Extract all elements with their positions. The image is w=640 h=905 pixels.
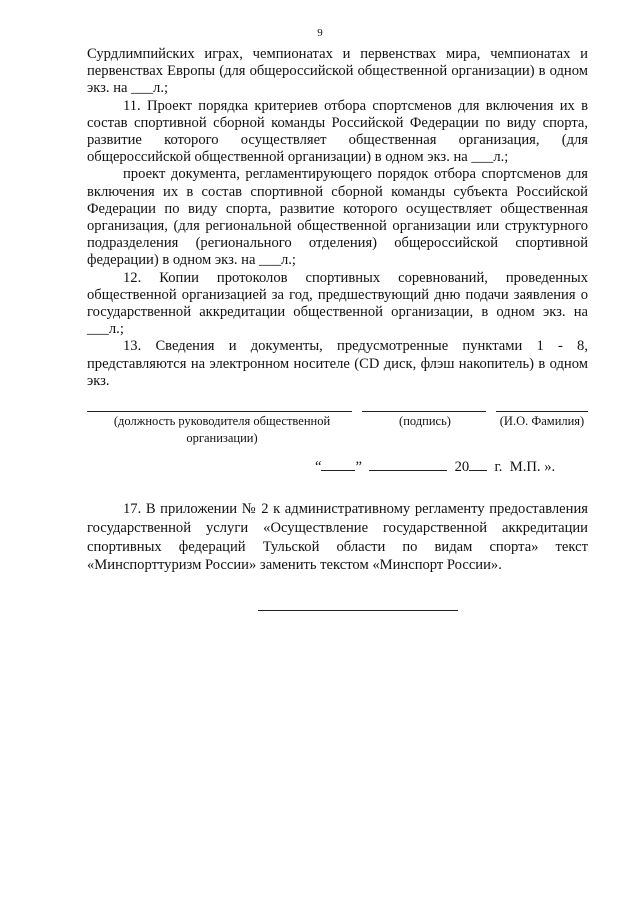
date-line — [315, 458, 615, 476]
paragraph-item-12: 12. Копии протоколов спортивных соревнований, проведенных общественной организацией за год, предшествующий дню подачи заявления о государственной аккредитации общественной организации, в одном экз. на ___л.; — [87, 269, 588, 338]
signature-label: (подпись) — [399, 414, 451, 428]
seal-label: М.П. ». — [509, 459, 556, 475]
year-suffix: г. — [494, 459, 503, 475]
month-blank — [369, 458, 447, 471]
amendment-section — [87, 500, 588, 575]
date-open-quote: “ — [315, 459, 322, 475]
signature-line — [362, 411, 486, 412]
name-signature-line — [496, 411, 588, 412]
year-prefix: 20 — [454, 459, 470, 475]
date-close-quote: ” — [355, 459, 362, 475]
year-blank — [469, 458, 487, 471]
paragraph-sport-events: Сурдлимпийских играх, чемпионатах и первенствах мира, чемпионатах и первенствах Европы (для общероссийской общественной организации) в одном экз. на ___л.; — [87, 46, 588, 97]
position-signature-line — [87, 411, 352, 412]
paragraph-item-17: 17. В приложении № 2 к административному регламенту предоставления государственной услуги «Осуществление государственной аккредитации спортивных федераций Тульской области по видам спорта» текст «Минспорттуризм России» заменить текстом «Минспорт России». — [87, 501, 588, 574]
closing-rule — [258, 610, 458, 611]
document-body — [87, 46, 588, 390]
paragraph-draft-document: проект документа, регламентирующего порядок отбора спортсменов для включения их в состав спортивной сборной команды субъекта Российской Федерации по виду спорта, развитие которого осуществляет общественная организация, (для региональной общественной организации или структурного подразделения (регионального отделения) общероссийской спортивной федерации) в одном экз. на ___л.; — [87, 166, 588, 269]
name-label: (И.О. Фамилия) — [499, 414, 585, 428]
paragraph-item-13: 13. Сведения и документы, предусмотренные пунктами 1 - 8, представляются на электронном носителе (CD диск, флэш накопитель) в одном экз. — [87, 338, 588, 389]
page-number: 9 — [317, 27, 323, 39]
paragraph-item-11: 11. Проект порядка критериев отбора спортсменов для включения их в состав спортивной сборной команды Российской Федерации по виду спорта, развитие которого осуществляет общественная организация, (для общероссийской общественной организации) в одном экз. на ___л.; — [87, 97, 588, 166]
position-label: (должность руководителя общественной организации) — [113, 414, 331, 445]
day-blank — [321, 458, 355, 471]
